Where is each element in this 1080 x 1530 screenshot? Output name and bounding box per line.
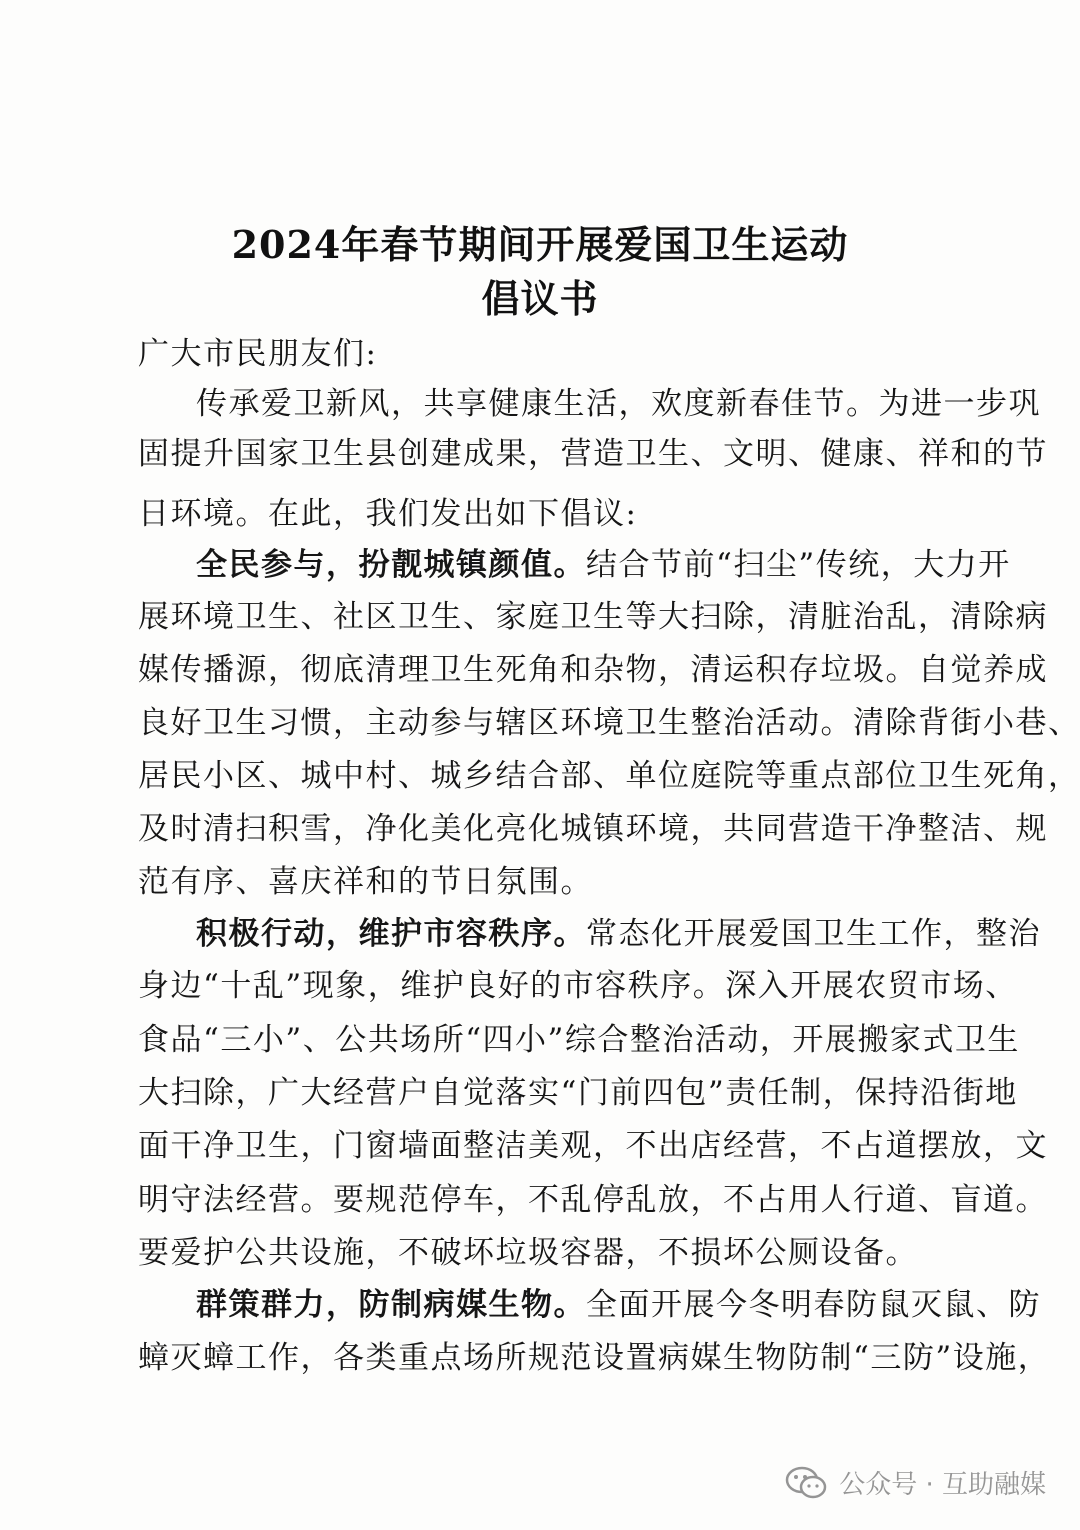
para3-line-1-text: 全面开展今冬明春防鼠灭鼠、防	[586, 1287, 1041, 1323]
para1-line-5: 居民小区、城中村、城乡结合部、单位庭院等重点部位卫生死角，	[138, 758, 1080, 794]
para1-line-6: 及时清扫积雪，净化美化亮化城镇环境，共同营造干净整洁、规	[138, 811, 1048, 847]
para2-line-2: 身边“十乱”现象，维护良好的市容秩序。深入开展农贸市场、	[138, 968, 1018, 1004]
para3-lead: 群策群力，防制病媒生物。	[196, 1287, 586, 1323]
para1-lead: 全民参与，扮靓城镇颜值。	[196, 547, 586, 583]
intro-line-1: 传承爱卫新风，共享健康生活，欢度新春佳节。为进一步巩	[196, 386, 1041, 422]
para2-line-4: 大扫除，广大经营户自觉落实“门前四包”责任制，保持沿街地	[138, 1075, 1018, 1111]
intro-line-2: 固提升国家卫生县创建成果，营造卫生、文明、健康、祥和的节	[138, 436, 1048, 472]
para1-line-2: 展环境卫生、社区卫生、家庭卫生等大扫除，清脏治乱，清除病	[138, 599, 1048, 635]
para1-line-4: 良好卫生习惯，主动参与辖区环境卫生整治活动。清除背街小巷、	[138, 705, 1080, 741]
document-subtitle: 倡议书	[481, 276, 599, 321]
para1-line-3: 媒传播源，彻底清理卫生死角和杂物，清运积存垃圾。自觉养成	[138, 652, 1048, 688]
para2-lead: 积极行动，维护市容秩序。	[196, 916, 586, 952]
wechat-icon	[785, 1465, 829, 1501]
salutation: 广大市民朋友们:	[138, 336, 378, 372]
para2-line-1-text: 常态化开展爱国卫生工作，整治	[586, 916, 1041, 952]
para2-line-7: 要爱护公共设施，不破坏垃圾容器，不损坏公厕设备。	[138, 1235, 918, 1271]
para3-line-2: 蟑灭蟑工作，各类重点场所规范设置病媒生物防制“三防”设施，	[138, 1340, 1051, 1376]
watermark	[785, 1464, 1046, 1501]
document-title: 2024年春节期间开展爱国卫生运动	[231, 222, 849, 267]
para1-line-1-text: 结合节前“扫尘”传统，大力开	[586, 547, 1011, 583]
para2-line-1	[196, 914, 1041, 954]
watermark-text: 公众号 · 互助融媒	[839, 1470, 1046, 1500]
para1-line-7: 范有序、喜庆祥和的节日氛围。	[138, 864, 593, 900]
intro-line-3: 日环境。在此，我们发出如下倡议:	[138, 496, 638, 532]
para2-line-6: 明守法经营。要规范停车，不乱停乱放，不占用人行道、盲道。	[138, 1182, 1048, 1218]
para1-line-1	[196, 545, 1011, 585]
para2-line-5: 面干净卫生，门窗墙面整洁美观，不出店经营，不占道摆放，文	[138, 1128, 1048, 1164]
para2-line-3: 食品“三小”、公共场所“四小”综合整治活动，开展搬家式卫生	[138, 1022, 1020, 1058]
para3-line-1	[196, 1285, 1041, 1325]
